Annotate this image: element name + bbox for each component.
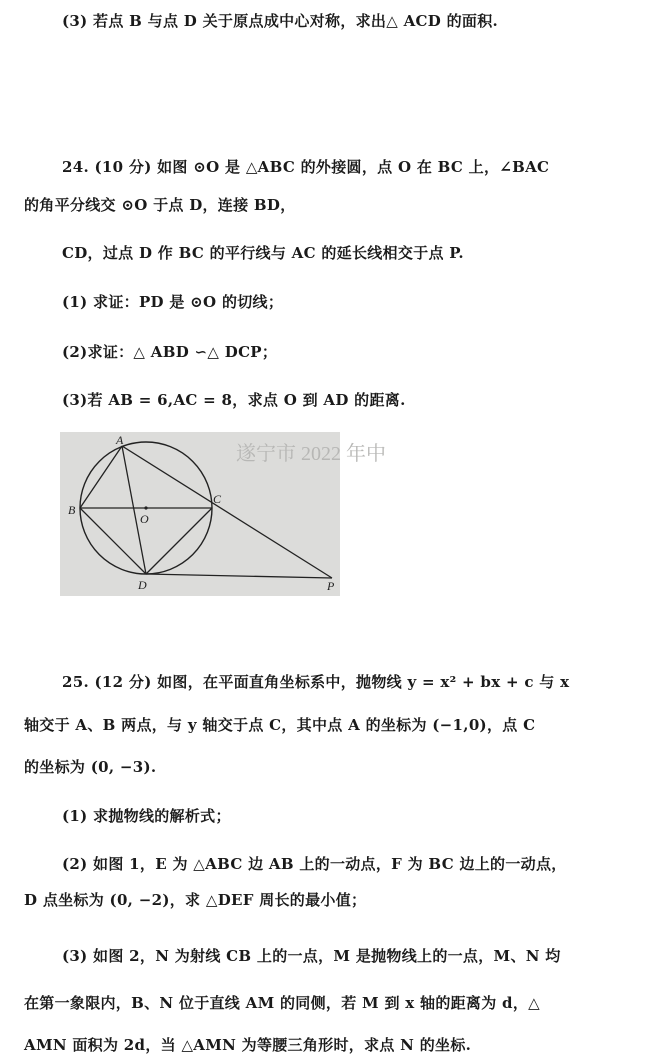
q23-part3: (3) 若点 B 与点 D 关于原点成中心对称，求出△ ACD 的面积. — [62, 12, 499, 30]
q24-part1: (1) 求证：PD 是 ⊙O 的切线； — [62, 293, 284, 311]
q25-part3-line2: 在第一象限内，B、N 位于直线 AM 的同侧，若 M 到 x 轴的距离为 d，△ — [24, 994, 540, 1012]
q25-part3-line3: AMN 面积为 2d，当 △AMN 为等腰三角形时，求点 N 的坐标. — [24, 1036, 472, 1054]
q24-line1: 24. (10 分) 如图 ⊙O 是 △ABC 的外接圆，点 O 在 BC 上，∠BAC — [62, 158, 550, 176]
label-b: B — [68, 503, 76, 517]
q25-line1: 25. (12 分) 如图，在平面直角坐标系中，抛物线 y = x² + bx + c 与 x — [62, 673, 570, 691]
point-o — [144, 506, 147, 509]
q24-line3: CD，过点 D 作 BC 的平行线与 AC 的延长线相交于点 P. — [62, 244, 464, 262]
figure-watermark: 遂宁市 2022 年中 — [236, 443, 386, 465]
label-c: C — [213, 492, 222, 506]
q25-part1: (1) 求抛物线的解析式； — [62, 807, 231, 825]
label-p: P — [327, 579, 335, 593]
q24-part3: (3)若 AB = 6,AC = 8，求点 O 到 AD 的距离. — [62, 391, 406, 409]
q25-part3-line1: (3) 如图 2，N 为射线 CB 上的一点，M 是抛物线上的一点，M、N 均 — [62, 947, 561, 965]
q25-part2-line1: (2) 如图 1，E 为 △ABC 边 AB 上的一动点，F 为 BC 边上的一动点， — [62, 855, 567, 873]
label-d: D — [138, 578, 147, 592]
q24-part2: (2)求证：△ ABD ∽△ DCP； — [62, 343, 278, 361]
q24-line2: 的角平分线交 ⊙O 于点 D，连接 BD， — [24, 196, 296, 214]
label-a: A — [116, 433, 124, 447]
q25-part2-line2: D 点坐标为 (0, −2)，求 △DEF 周长的最小值； — [24, 891, 367, 909]
q25-line2: 轴交于 A、B 两点，与 y 轴交于点 C，其中点 A 的坐标为 (−1,0)，点 C — [24, 716, 536, 734]
q25-line3: 的坐标为 (0, −3). — [24, 758, 157, 776]
label-o: O — [140, 512, 149, 526]
q24-geometry-figure — [60, 432, 386, 596]
